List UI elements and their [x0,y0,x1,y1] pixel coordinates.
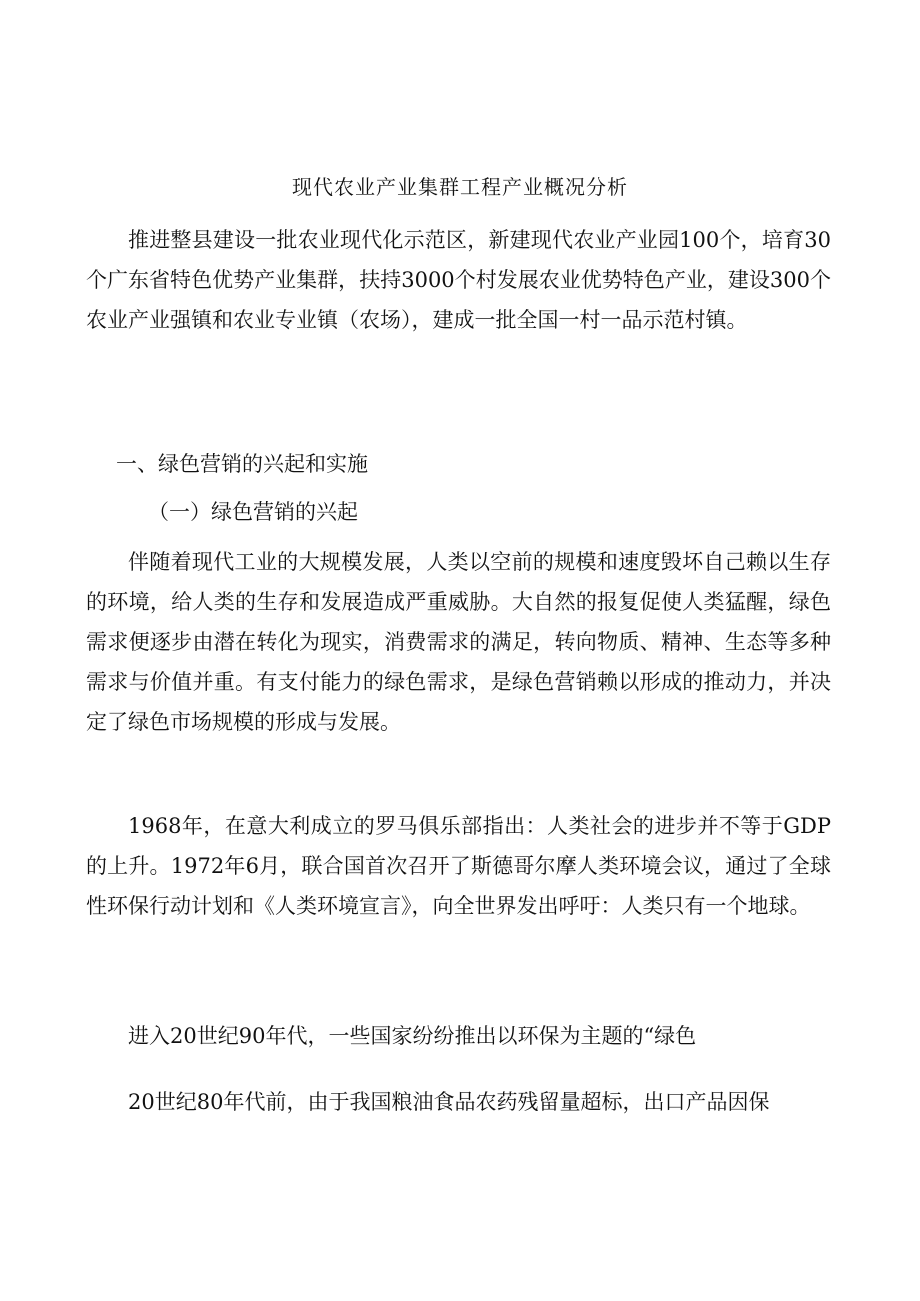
subsection-heading: （一）绿色营销的兴起 [148,500,358,524]
document-title: 现代农业产业集群工程产业概况分析 [292,175,628,199]
intro-paragraph: 推进整县建设一批农业现代化示范区，新建现代农业产业园100个，培育30个广东省特色优势产业集群，扶持3000个村发展农业优势特色产业，建设300个农业产业强镇和农业专业镇（农场），建成一批全国一村一品示范村镇。 [86,228,831,332]
body-paragraph-1: 伴随着现代工业的大规模发展，人类以空前的规模和速度毁坏自己赖以生存的环境，给人类的生存和发展造成严重威胁。大自然的报复促使人类猛醒，绿色需求便逐步由潜在转化为现实，消费需求的满足，转向物质、精神、生态等多种需求与价值并重。有支付能力的绿色需求，是绿色营销赖以形成的推动力，并决定了绿色市场规模的形成与发展。 [86,550,831,734]
section-heading: 一、绿色营销的兴起和实施 [116,452,368,476]
body-paragraph-2: 1968年，在意大利成立的罗马俱乐部指出：人类社会的进步并不等于GDP的上升。1972年6月，联合国首次召开了斯德哥尔摩人类环境会议，通过了全球性环保行动计划和《人类环境宣言》，向全世界发出呼吁：人类只有一个地球。 [86,814,831,918]
body-paragraph-3: 进入20世纪90年代，一些国家纷纷推出以环保为主题的“绿色 [128,1024,697,1048]
body-paragraph-4: 20世纪80年代前，由于我国粮油食品农药残留量超标，出口产品因保 [128,1090,770,1114]
